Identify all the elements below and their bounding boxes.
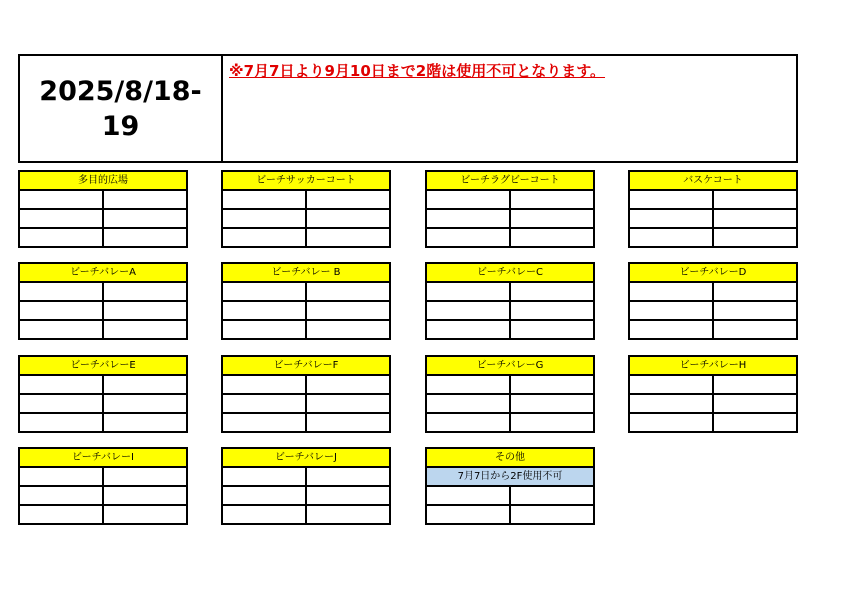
table-cell <box>20 283 102 300</box>
facility-title: ビーチバレー B <box>223 264 389 283</box>
table-cell <box>427 210 509 227</box>
table-cell <box>305 376 389 393</box>
table-row <box>20 504 186 523</box>
facility-title: ビーチラグビーコート <box>427 172 593 191</box>
table-cell <box>427 376 509 393</box>
table-cell <box>223 191 305 208</box>
table-cell <box>427 414 509 431</box>
facility-table <box>18 262 188 340</box>
date-cell <box>20 56 223 161</box>
facility-title: ビーチバレーF <box>223 357 389 376</box>
table-cell <box>712 376 796 393</box>
table-cell <box>102 321 186 338</box>
table-cell <box>305 506 389 523</box>
table-cell <box>20 487 102 504</box>
table-row <box>223 376 389 393</box>
table-row <box>630 393 796 412</box>
table-row <box>630 300 796 319</box>
table-cell <box>223 468 305 485</box>
table-row <box>427 412 593 431</box>
table-row <box>427 393 593 412</box>
table-cell <box>712 414 796 431</box>
table-cell <box>305 229 389 246</box>
table-cell <box>102 395 186 412</box>
table-cell <box>223 376 305 393</box>
table-cell <box>102 210 186 227</box>
table-row <box>223 208 389 227</box>
table-cell <box>509 487 593 504</box>
table-row <box>223 191 389 208</box>
table-cell <box>102 283 186 300</box>
facility-table <box>221 355 391 433</box>
table-cell <box>509 283 593 300</box>
date-text: 2025/8/18-19 <box>39 75 202 142</box>
table-cell <box>305 468 389 485</box>
table-cell <box>427 283 509 300</box>
table-row <box>427 283 593 300</box>
table-row <box>223 504 389 523</box>
table-cell <box>630 376 712 393</box>
table-cell <box>223 395 305 412</box>
table-cell <box>712 321 796 338</box>
notice-cell <box>223 56 796 161</box>
table-cell <box>509 395 593 412</box>
table-cell <box>427 395 509 412</box>
header-table <box>18 54 798 163</box>
table-row <box>630 191 796 208</box>
table-cell <box>223 283 305 300</box>
facility-table <box>628 170 798 248</box>
table-cell <box>102 414 186 431</box>
facility-table <box>221 170 391 248</box>
table-row <box>223 393 389 412</box>
table-row <box>20 227 186 246</box>
table-row <box>427 191 593 208</box>
table-row <box>20 319 186 338</box>
facility-title: バスケコート <box>630 172 796 191</box>
facility-title: ビーチサッカーコート <box>223 172 389 191</box>
table-cell <box>509 414 593 431</box>
table-cell <box>20 395 102 412</box>
facility-title: その他 <box>427 449 593 468</box>
facility-table <box>18 170 188 248</box>
facility-title: ビーチバレーD <box>630 264 796 283</box>
table-row <box>427 227 593 246</box>
table-cell <box>630 191 712 208</box>
facility-title: ビーチバレーH <box>630 357 796 376</box>
table-cell <box>427 229 509 246</box>
facility-table <box>221 447 391 525</box>
facility-table <box>18 355 188 433</box>
table-row <box>20 191 186 208</box>
facility-table <box>221 262 391 340</box>
table-cell <box>305 283 389 300</box>
table-cell <box>305 321 389 338</box>
facility-table <box>425 262 595 340</box>
table-cell <box>305 210 389 227</box>
table-cell <box>20 414 102 431</box>
table-row <box>223 283 389 300</box>
table-cell <box>427 321 509 338</box>
table-cell <box>102 302 186 319</box>
table-cell <box>102 506 186 523</box>
table-row <box>20 393 186 412</box>
table-cell <box>509 376 593 393</box>
facility-title: ビーチバレーE <box>20 357 186 376</box>
table-row <box>223 300 389 319</box>
table-cell <box>223 414 305 431</box>
table-row <box>20 300 186 319</box>
facility-title: ビーチバレーJ <box>223 449 389 468</box>
table-cell <box>427 302 509 319</box>
table-row <box>630 319 796 338</box>
table-cell <box>630 302 712 319</box>
table-cell <box>509 302 593 319</box>
table-cell <box>305 395 389 412</box>
table-cell <box>427 487 509 504</box>
table-cell <box>20 506 102 523</box>
table-row <box>427 208 593 227</box>
table-cell <box>630 414 712 431</box>
table-cell <box>305 487 389 504</box>
facility-title: ビーチバレーI <box>20 449 186 468</box>
table-row <box>630 208 796 227</box>
facility-title: ビーチバレーG <box>427 357 593 376</box>
table-cell <box>427 191 509 208</box>
table-cell <box>20 229 102 246</box>
table-cell <box>630 283 712 300</box>
table-row <box>427 319 593 338</box>
table-cell <box>305 302 389 319</box>
table-cell <box>223 487 305 504</box>
table-row <box>223 319 389 338</box>
facility-note: 7月7日から2F使用不可 <box>427 468 593 487</box>
facility-title: 多目的広場 <box>20 172 186 191</box>
table-cell <box>102 468 186 485</box>
table-cell <box>223 229 305 246</box>
table-cell <box>509 229 593 246</box>
table-cell <box>20 468 102 485</box>
table-row <box>20 412 186 431</box>
table-cell <box>20 376 102 393</box>
table-cell <box>712 229 796 246</box>
table-cell <box>712 302 796 319</box>
table-cell <box>102 191 186 208</box>
table-row <box>20 283 186 300</box>
table-cell <box>712 191 796 208</box>
table-row <box>630 376 796 393</box>
table-row <box>630 412 796 431</box>
table-cell <box>509 210 593 227</box>
table-row <box>630 227 796 246</box>
table-row <box>427 376 593 393</box>
facility-table <box>425 170 595 248</box>
table-cell <box>20 210 102 227</box>
table-row <box>223 412 389 431</box>
table-cell <box>223 321 305 338</box>
table-row <box>20 208 186 227</box>
table-cell <box>20 321 102 338</box>
table-row <box>427 487 593 504</box>
table-cell <box>630 210 712 227</box>
table-cell <box>102 487 186 504</box>
table-cell <box>102 376 186 393</box>
facility-table <box>628 262 798 340</box>
facility-title: ビーチバレーA <box>20 264 186 283</box>
table-cell <box>223 210 305 227</box>
facility-table <box>425 355 595 433</box>
table-cell <box>305 191 389 208</box>
table-cell <box>20 191 102 208</box>
facility-table <box>425 447 595 525</box>
table-cell <box>630 395 712 412</box>
table-row <box>223 485 389 504</box>
facility-title: ビーチバレーC <box>427 264 593 283</box>
table-row <box>630 283 796 300</box>
table-row <box>20 485 186 504</box>
table-row <box>223 468 389 485</box>
table-cell <box>102 229 186 246</box>
table-cell <box>712 395 796 412</box>
table-cell <box>509 321 593 338</box>
table-cell <box>509 506 593 523</box>
table-row <box>223 227 389 246</box>
table-cell <box>712 283 796 300</box>
table-cell <box>20 302 102 319</box>
table-row <box>427 300 593 319</box>
table-row <box>20 376 186 393</box>
table-cell <box>223 302 305 319</box>
table-row <box>427 504 593 523</box>
facility-table <box>18 447 188 525</box>
table-cell <box>223 506 305 523</box>
table-cell <box>630 321 712 338</box>
table-cell <box>712 210 796 227</box>
notice-text: ※7月7日より9月10日まで2階は使用不可となります。 <box>229 62 606 80</box>
table-cell <box>509 191 593 208</box>
table-cell <box>305 414 389 431</box>
table-row <box>20 468 186 485</box>
table-cell <box>427 506 509 523</box>
facility-table <box>628 355 798 433</box>
table-cell <box>630 229 712 246</box>
